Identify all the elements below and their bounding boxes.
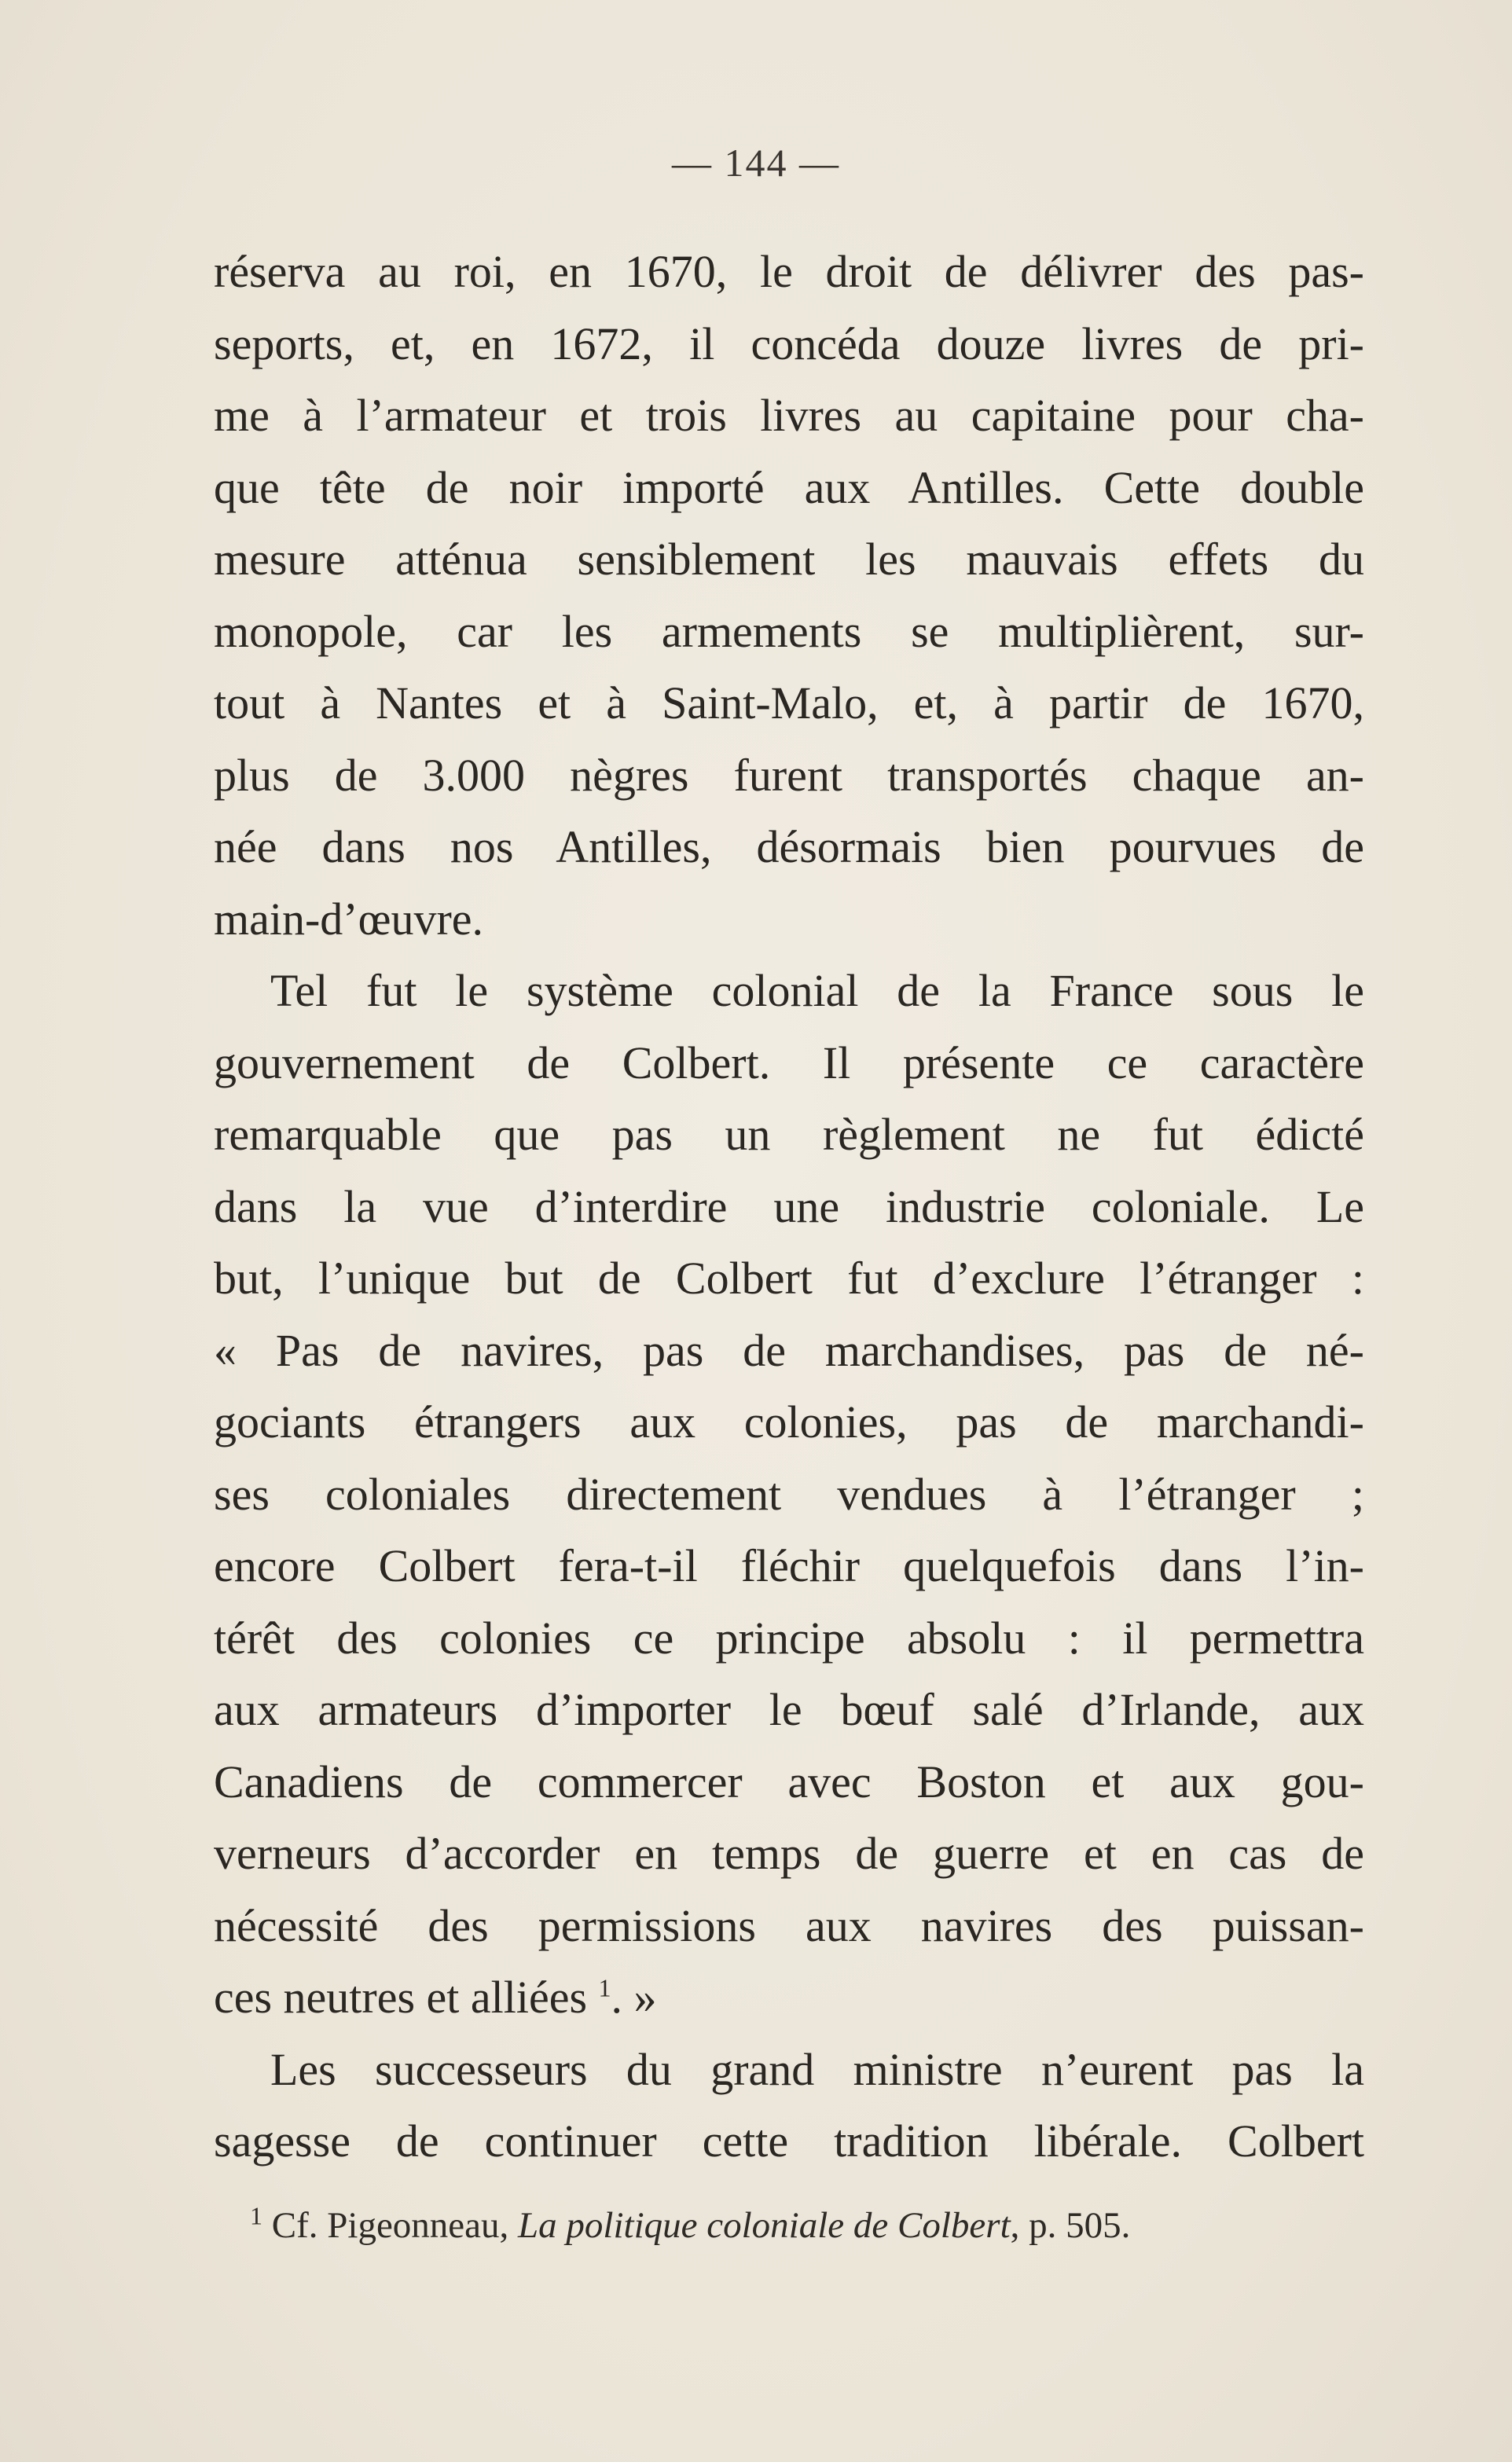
text-line: [214, 1099, 1364, 1171]
text-line-content: monopole, car les armements se multiplièrent, sur-: [214, 605, 1364, 657]
text-line-content: encore Colbert fera-t-il fléchir quelquefois dans l’in-: [214, 1540, 1364, 1591]
text-line: [214, 1458, 1364, 1531]
text-line: [214, 1386, 1364, 1458]
text-line-content: nécessité des permissions aux navires des puissan-: [214, 1899, 1364, 1951]
text-line: [214, 236, 1364, 308]
text-line-content: but, l’unique but de Colbert fut d’exclure l’étranger :: [214, 1253, 1364, 1304]
page-number: — 144 —: [672, 141, 840, 185]
text-line: [214, 1530, 1364, 1602]
text-line: [214, 1171, 1364, 1243]
text-line-content: gouvernement de Colbert. Il présente ce caractère: [214, 1037, 1364, 1088]
text-line: [214, 811, 1364, 883]
text-line: [214, 739, 1364, 812]
text-line-content: remarquable que pas un règlement ne fut édicté: [214, 1109, 1364, 1160]
text-line-content: main-d’œuvre.: [214, 893, 484, 945]
text-line: [214, 667, 1364, 739]
footnote: [250, 2194, 1366, 2257]
text-line-tail: . »: [611, 1972, 657, 2023]
text-line: [214, 955, 1364, 1027]
footnote-reference: 1: [598, 1973, 611, 2002]
text-line-content: me à l’armateur et trois livres au capitaine pour cha-: [214, 390, 1364, 441]
text-line-content: seports, et, en 1672, il concéda douze livres de pri-: [214, 317, 1364, 369]
text-line-content: verneurs d’accorder en temps de guerre et en cas de: [214, 1828, 1364, 1879]
text-line-content: dans la vue d’interdire une industrie coloniale. Le: [214, 1180, 1364, 1232]
footnote-suffix: , p. 505.: [1010, 2205, 1131, 2246]
footnote-prefix: Cf. Pigeonneau,: [271, 2205, 519, 2246]
text-line-content: plus de 3.000 nègres furent transportés chaque an-: [214, 749, 1364, 801]
text-line-content: tout à Nantes et à Saint-Malo, et, à partir de 1670,: [214, 677, 1364, 728]
text-line-content: réserva au roi, en 1670, le droit de délivrer des pas-: [214, 246, 1364, 297]
text-line: [214, 523, 1364, 596]
text-line: [214, 1961, 1364, 2034]
text-line: [214, 1315, 1364, 1387]
text-line: [214, 380, 1364, 452]
text-line-content: Les successeurs du grand ministre n’eurent pas la: [270, 2043, 1364, 2095]
text-line: [214, 308, 1364, 380]
text-line: [214, 1818, 1364, 1890]
body-text: [214, 236, 1364, 2178]
text-line-content: mesure atténua sensiblement les mauvais effets du: [214, 534, 1364, 585]
footnote-marker: 1: [250, 2201, 262, 2230]
text-line: [214, 452, 1364, 524]
footnote-title: La politique coloniale de Colbert: [518, 2205, 1011, 2246]
text-line: [214, 1890, 1364, 1962]
text-line: [214, 2034, 1364, 2106]
text-line: [214, 1602, 1364, 1675]
text-line: [214, 1746, 1364, 1818]
text-line-content: gociants étrangers aux colonies, pas de marchandi-: [214, 1396, 1364, 1447]
text-line-content: que tête de noir importé aux Antilles. Cette double: [214, 461, 1364, 513]
text-line-content: térêt des colonies ce principe absolu : il permettra: [214, 1612, 1364, 1664]
text-line-content: aux armateurs d’importer le bœuf salé d’Irlande, aux: [214, 1684, 1364, 1735]
text-line-content: ses coloniales directement vendues à l’étranger ;: [214, 1468, 1364, 1520]
text-line-content: ces neutres et alliées: [214, 1972, 588, 2023]
text-line-content: « Pas de navires, pas de marchandises, pas de né-: [214, 1324, 1364, 1376]
text-line: [214, 1242, 1364, 1315]
text-line-content: Canadiens de commercer avec Boston et aux gou-: [214, 1756, 1364, 1807]
text-line: [214, 1027, 1364, 1099]
text-line: [214, 883, 1364, 956]
text-line: [214, 596, 1364, 668]
text-line: [214, 2105, 1364, 2178]
text-line-content: née dans nos Antilles, désormais bien pourvues de: [214, 821, 1364, 872]
text-line: [214, 1674, 1364, 1746]
text-line-content: Tel fut le système colonial de la France sous le: [270, 965, 1364, 1016]
text-line-content: sagesse de continuer cette tradition libérale. Colbert: [214, 2115, 1364, 2167]
